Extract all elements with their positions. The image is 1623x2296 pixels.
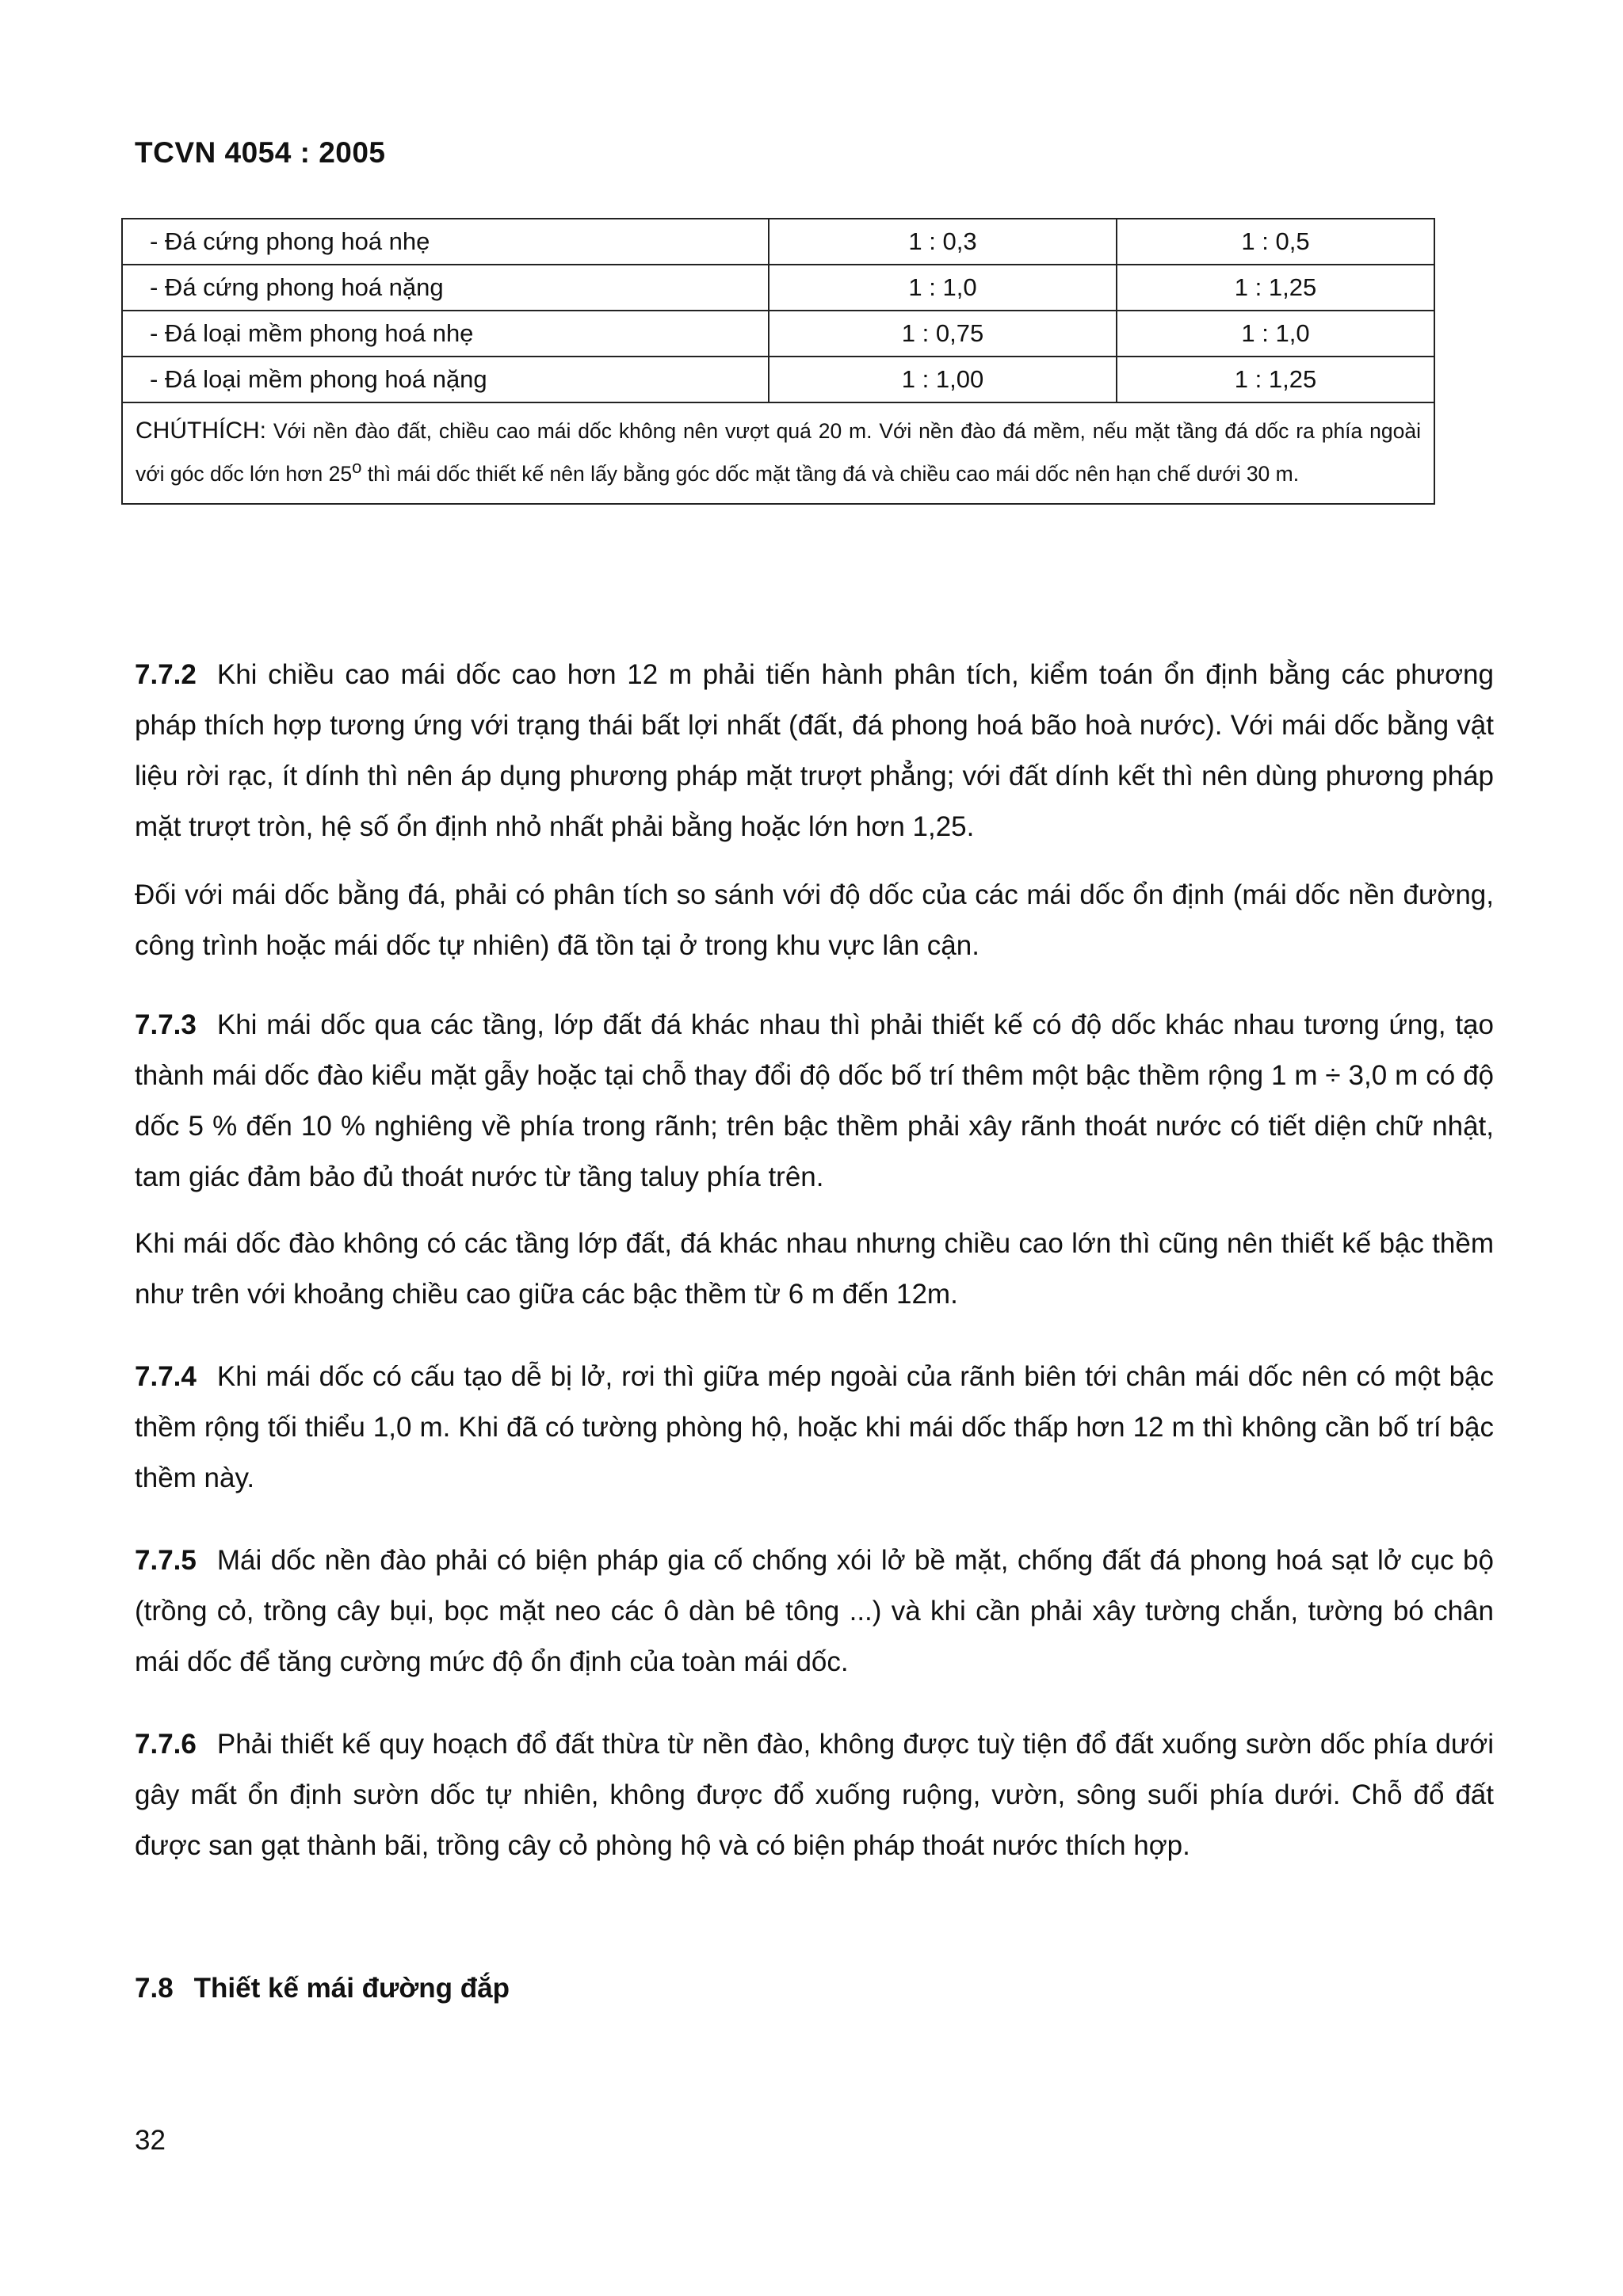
section-number: 7.7.5 <box>135 1545 197 1576</box>
table-row <box>122 357 1434 402</box>
section-number: 7.7.2 <box>135 659 197 690</box>
degree-superscript: o <box>352 457 362 477</box>
note-text-continued: thì mái dốc thiết kế nên lấy bằng góc dốc mặt tầng đá và chiều cao mái dốc nên hạn chế dưới 30 m. <box>361 461 1300 486</box>
note-text: Với nền đào đất, chiều cao mái dốc không nên vượt quá 20 m. Với nền đào đá mềm, nếu mặt tầng đá dốc ra phía ngoài với góc dốc lớn hơn 25 <box>136 419 1421 486</box>
section-text: Mái dốc nền đào phải có biện pháp gia cố chống xói lở bề mặt, chống đất đá phong hoá sạt lở cục bộ (trồng cỏ, trồng cây bụi, bọc mặt neo các ô dàn bê tông ...) và khi cần phải xây tường chắn, tường bó chân mái dốc để tăng cường mức độ ổn định của toàn mái dốc. <box>135 1545 1494 1677</box>
slope-value-cell: 1 : 0,5 <box>1117 219 1434 265</box>
slope-value-cell: 1 : 1,00 <box>769 357 1117 402</box>
section-7-7-6 <box>135 1719 1494 1871</box>
slope-value-cell: 1 : 1,25 <box>1117 265 1434 311</box>
section-number: 7.7.6 <box>135 1729 197 1760</box>
section-7-7-4 <box>135 1352 1494 1504</box>
slope-ratio-table <box>121 218 1435 505</box>
table-note-row <box>122 402 1434 504</box>
section-7-7-2-paragraph-2 <box>135 870 1494 971</box>
section-text: Đối với mái dốc bằng đá, phải có phân tích so sánh với độ dốc của các mái dốc ổn định (mái dốc nền đường, công trình hoặc mái dốc tự nhiên) đã tồn tại ở trong khu vực lân cận. <box>135 879 1494 961</box>
section-text: Phải thiết kế quy hoạch đổ đất thừa từ nền đào, không được tuỳ tiện đổ đất xuống sườn dốc phía dưới gây mất ổn định sườn dốc tự nhiên, không được đổ xuống ruộng, vườn, sông suối phía dưới. Chỗ đổ đất được san gạt thành bãi, trồng cây cỏ phòng hộ và có biện pháp thoát nước thích hợp. <box>135 1729 1494 1861</box>
section-number: 7.8 <box>135 1973 174 2004</box>
slope-value-cell: 1 : 0,75 <box>769 311 1117 357</box>
section-7-7-2 <box>135 650 1494 852</box>
section-text: Khi chiều cao mái dốc cao hơn 12 m phải tiến hành phân tích, kiểm toán ổn định bằng các phương pháp thích hợp tương ứng với trạng thái bất lợi nhất (đất, đá phong hoá bão hoà nước). Với mái dốc bằng vật liệu rời rạc, ít dính thì nên áp dụng phương pháp mặt trượt phẳng; với đất dính kết thì nên dùng phương pháp mặt trượt tròn, hệ số ổn định nhỏ nhất phải bằng hoặc lớn hơn 1,25. <box>135 659 1494 842</box>
section-text: Khi mái dốc qua các tầng, lớp đất đá khác nhau thì phải thiết kế có độ dốc khác nhau tương ứng, tạo thành mái dốc đào kiểu mặt gẫy hoặc tại chỗ thay đổi độ dốc bố trí thêm một bậc thềm rộng 1 m ÷ 3,0 m có độ dốc 5 % đến 10 % nghiêng về phía trong rãnh; trên bậc thềm phải xây rãnh thoát nước có tiết diện chữ nhật, tam giác đảm bảo đủ thoát nước từ tầng taluy phía trên. <box>135 1009 1494 1192</box>
section-heading-7-8 <box>135 1973 510 2004</box>
slope-value-cell: 1 : 1,25 <box>1117 357 1434 402</box>
table-row <box>122 265 1434 311</box>
section-7-7-3-paragraph-2 <box>135 1219 1494 1320</box>
section-7-7-3 <box>135 1000 1494 1203</box>
rock-type-cell: - Đá loại mềm phong hoá nặng <box>122 357 769 402</box>
table-row <box>122 219 1434 265</box>
table-row <box>122 311 1434 357</box>
note-label: CHÚTHÍCH: <box>136 418 266 444</box>
rock-type-cell: - Đá cứng phong hoá nặng <box>122 265 769 311</box>
section-title: Thiết kế mái đường đắp <box>193 1973 510 2004</box>
rock-type-cell: - Đá cứng phong hoá nhẹ <box>122 219 769 265</box>
page-number: 32 <box>135 2125 166 2156</box>
document-code: TCVN 4054 : 2005 <box>135 136 386 169</box>
section-number: 7.7.3 <box>135 1009 197 1040</box>
slope-value-cell: 1 : 1,0 <box>769 265 1117 311</box>
table-note <box>122 402 1434 504</box>
slope-value-cell: 1 : 0,3 <box>769 219 1117 265</box>
slope-value-cell: 1 : 1,0 <box>1117 311 1434 357</box>
section-7-7-5 <box>135 1535 1494 1688</box>
rock-type-cell: - Đá loại mềm phong hoá nhẹ <box>122 311 769 357</box>
section-number: 7.7.4 <box>135 1361 197 1392</box>
section-text: Khi mái dốc đào không có các tầng lớp đất, đá khác nhau nhưng chiều cao lớn thì cũng nên thiết kế bậc thềm như trên với khoảng chiều cao giữa các bậc thềm từ 6 m đến 12m. <box>135 1228 1494 1310</box>
section-text: Khi mái dốc có cấu tạo dễ bị lở, rơi thì giữa mép ngoài của rãnh biên tới chân mái dốc nên có một bậc thềm rộng tối thiểu 1,0 m. Khi đã có tường phòng hộ, hoặc khi mái dốc thấp hơn 12 m thì không cần bố trí bậc thềm này. <box>135 1361 1494 1493</box>
